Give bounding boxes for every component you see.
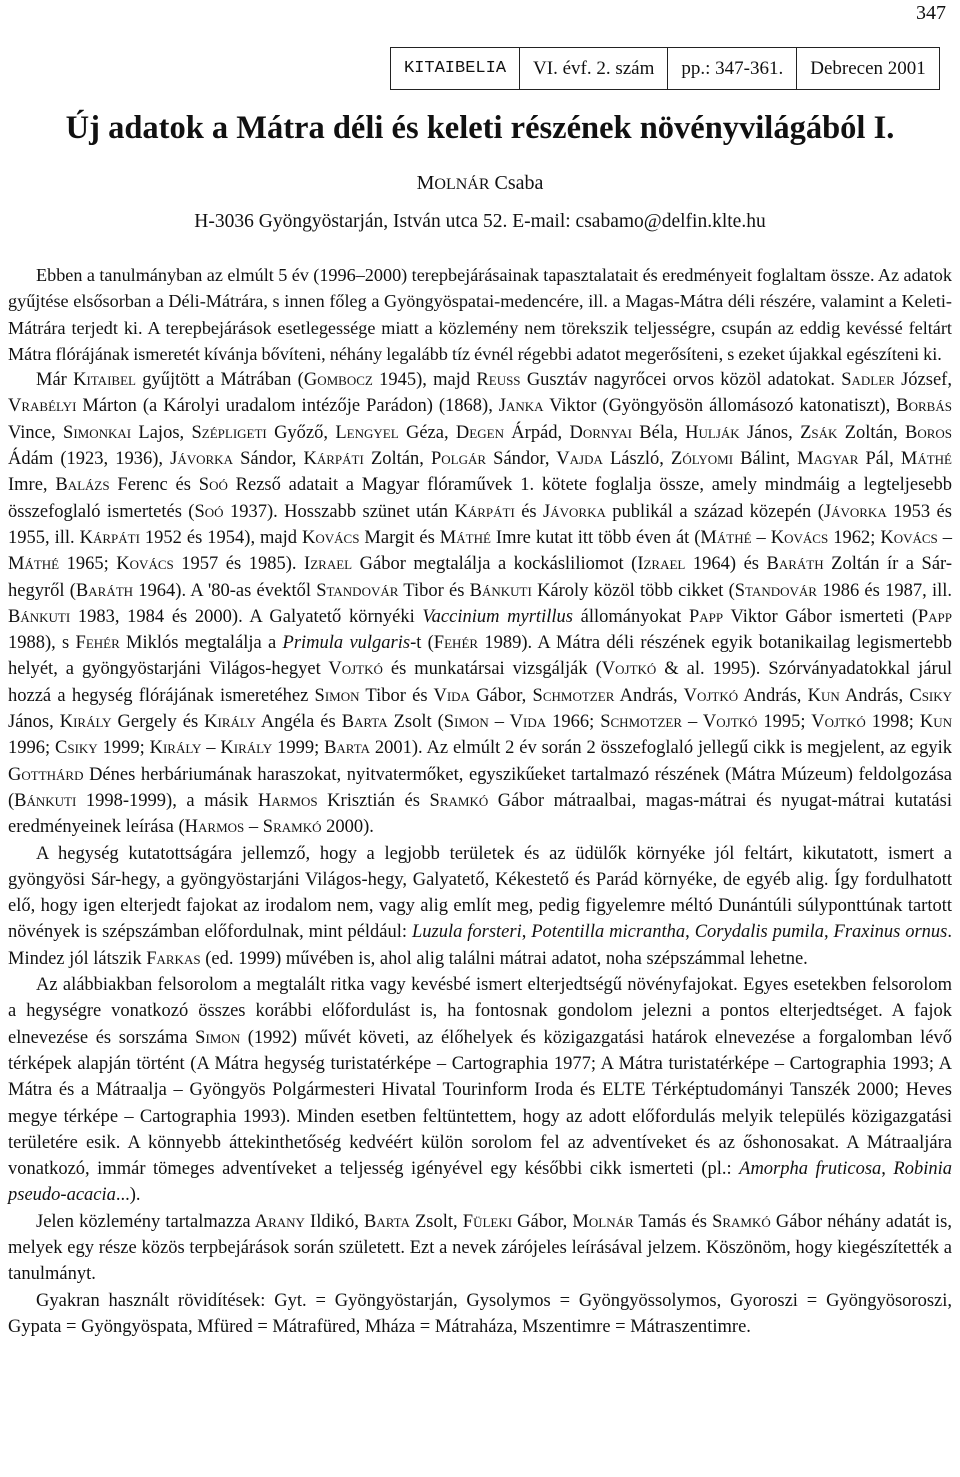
journal-name: KITAIBELIA: [391, 48, 520, 90]
author-address: H-3036 Gyöngyöstarján, István utca 52. E-mail: csabamo@delfin.klte.hu: [194, 211, 766, 232]
volume-issue: VI. évf. 2. szám: [520, 48, 668, 90]
body-paragraph-5: Jelen közlemény tartalmazza Arany Ildikó, Barta Zsolt, Füleki Gábor, Molnár Tamás és Sramkó Gábor néhány adatát is, melyek egy része közös terpbejárások során született. Ezt a nevek zárójeles leírásával jelzem. Köszönöm, hogy kiegészítették a tanulmányt.: [8, 1211, 952, 1285]
author-surname: MOLNÁR: [416, 172, 490, 194]
body-paragraph-6: Gyakran használt rövidítések: Gyt. = Gyöngyöstarján, Gysolymos = Gyöngyössolymos, Gyoroszi = Gyöngyösoroszi, Gypata = Gyöngyöspata, Mfüred = Mátrafüred, Mháza = Mátraháza, Mszentimre = Mátraszentimre.: [8, 1290, 952, 1337]
place-year: Debrecen 2001: [797, 48, 940, 90]
article-body: [8, 367, 952, 1340]
body-paragraph-4: Az alábbiakban felsorolom a megtalált ritka vagy kevésbé ismert elterjedtségű növényfajokat. Egyes esetekben felsorolom a hegységre vonatkozó összes korábbi előfordulást is, ha fontosnak gondolom jelezni a pontos elterjedtséget. A fajok elnevezése és sorszáma Simon (1992) művét követi, az élőhelyek és közigazgatási határok elnevezése a forgalomban lévő térképek alapján történt (A Mátra hegység turistatérképe – Cartographia 1977; A Mátra turistatérképe – Cartographia 1993; A Mátra és a Mátraalja – Gyöngyös Polgármesteri Hivatal Tourinform Iroda és ELTE Térképtudományi Tanszék 2000; Heves megye térképe – Cartographia 1993). Minden esetben feltüntettem, hogy az adott előfordulás melyik település közigazgatási területére esik. A könnyebb áttekinthetőség kedvéért külön sorolom fel az adventíveket és az őshonosakat. A Mátraaljára vonatkozó, immár tömeges adventíveket a teljesség igényével egy későbbi cikk ismerteti (pl.: Amorpha fruticosa, Robinia pseudo-acacia...).: [8, 975, 953, 1206]
body-paragraph-3: A hegység kutatottságára jellemző, hogy a legjobb területek és az üdülők környéke jól feltárt, kikutatott, ismert a gyöngyösi Sár-hegy, a gyöngyöstarjáni Világos-hegy, Galyatető, Kékestető és Parád környéke, de egyéb alig. Így fordulhatott elő, hogy igen elterjedt fajokat az irodalom nem, vagy alig említ meg, pedig figyelemre méltó Dunántúli súlyponttúnak tartott növények is szépszámban előfordulnak, mint például: Luzula forsteri, Potentilla micrantha, Corydalis pumila, Fraxinus ornus. Mindez jól látszik Farkas (ed. 1999) művében is, ahol alig találni mátrai adatot, noha szépszámmal lehetne.: [8, 843, 952, 969]
author-given-name: Csaba: [494, 172, 544, 194]
author: [0, 172, 960, 195]
article-title: Új adatok a Mátra déli és keleti részének növényvilágából I.: [65, 110, 895, 146]
journal-header: [390, 47, 940, 90]
body-paragraph-1-text: A terepbejárások esetlegessége miatt a közlemény nem törekszik teljességre, csupán az eddig kevéssé feltárt Mátra flórájának ismeretét kívánja bővíteni, néhány legalább tíz évnél régebbi adatot megerősíteni, s ezeket újakkal egészíteni ki.: [8, 317, 952, 364]
abstract-text: Ebben a tanulmányban az elmúlt 5 év (1996–2000) terepbejárásainak tapasztalatait és eredményeit foglaltam össze. Az adatok gyűjtése elsősorban a Déli-Mátrára, s innen főleg a Gyöngyöspatai-medencére, ill. a Magas-Mátra déli részére, valamint a Keleti-Mátrára terjedt ki.: [8, 265, 952, 338]
page-range: pp.: 347-361.: [668, 48, 797, 90]
abstract: [8, 262, 952, 367]
page-number: 347: [916, 2, 946, 24]
body-paragraph-2: Már Kitaibel gyűjtött a Mátrában (Gombocz 1945), majd Reuss Gusztáv nagyrőcei orvos közöl adatokat. Sadler József, Vrabélyi Márton (a Károlyi uradalom intézője Parádon) (1868), Janka Viktor (Gyöngyösön állomásozó katonatiszt), Borbás Vince, Simonkai Lajos, Szépligeti Győző, Lengyel Géza, Degen Árpád, Dornyai Béla, Hulják János, Zsák Zoltán, Boros Ádám (1923, 1936), Jávorka Sándor, Kárpáti Zoltán, Polgár Sándor, Vajda László, Zólyomi Bálint, Magyar Pál, Máthé Imre, Balázs Ferenc és Soó Rezső adatait a Magyar flóraművek 1. kötete foglalja össze, amely mindmáig a legteljesebb összefoglaló ismertetés (Soó 1937). Hosszabb szünet után Kárpáti és Jávorka publikál a század közepén (Jávorka 1953 és 1955, ill. Kárpáti 1952 és 1954), majd Kovács Margit és Máthé Imre kutat itt több éven át (Máthé – Kovács 1962; Kovács – Máthé 1965; Kovács 1957 és 1985). Izrael Gábor megtalálja a kockásliliomot (Izrael 1964) és Baráth Zoltán ír a Sár-hegyről (Baráth 1964). A '80-as évektől Standovár Tibor és Bánkuti Károly közöl több cikket (Standovár 1986 és 1987, ill. Bánkuti 1983, 1984 és 2000). A Galyatető környéki Vaccinium myrtillus állományokat Papp Viktor Gábor ismerteti (Papp 1988), s Fehér Miklós megtalálja a Primula vulgaris-t (Fehér 1989). A Mátra déli részének egyik botanikailag legismertebb helyét, a gyöngyöstarjáni Világos-hegyet Vojtkó és munkatársai vizsgálják (Vojtkó & al. 1995). Szórványadatokkal járul hozzá a hegység flórájának ismeretéhez Simon Tibor és Vida Gábor, Schmotzer András, Vojtkó András, Kun András, Csiky János, Király Gergely és Király Angéla és Barta Zsolt (Simon – Vida 1966; Schmotzer – Vojtkó 1995; Vojtkó 1998; Kun 1996; Csiky 1999; Király – Király 1999; Barta 2001). Az elmúlt 2 év során 2 összefoglaló jellegű cikk is megjelent, az egyik Gotthárd Dénes herbáriumának haraszokat, nyitvatermőket, egyszikűeket tartalmazó részének (Mátra Múzeum) feldolgozása (Bánkuti 1998-1999), a másik Harmos Krisztián és Sramkó Gábor mátraalbai, magas-mátrai és nyugat-mátrai kutatási eredményeinek leírása (Harmos – Sramkó 2000).: [8, 370, 953, 838]
